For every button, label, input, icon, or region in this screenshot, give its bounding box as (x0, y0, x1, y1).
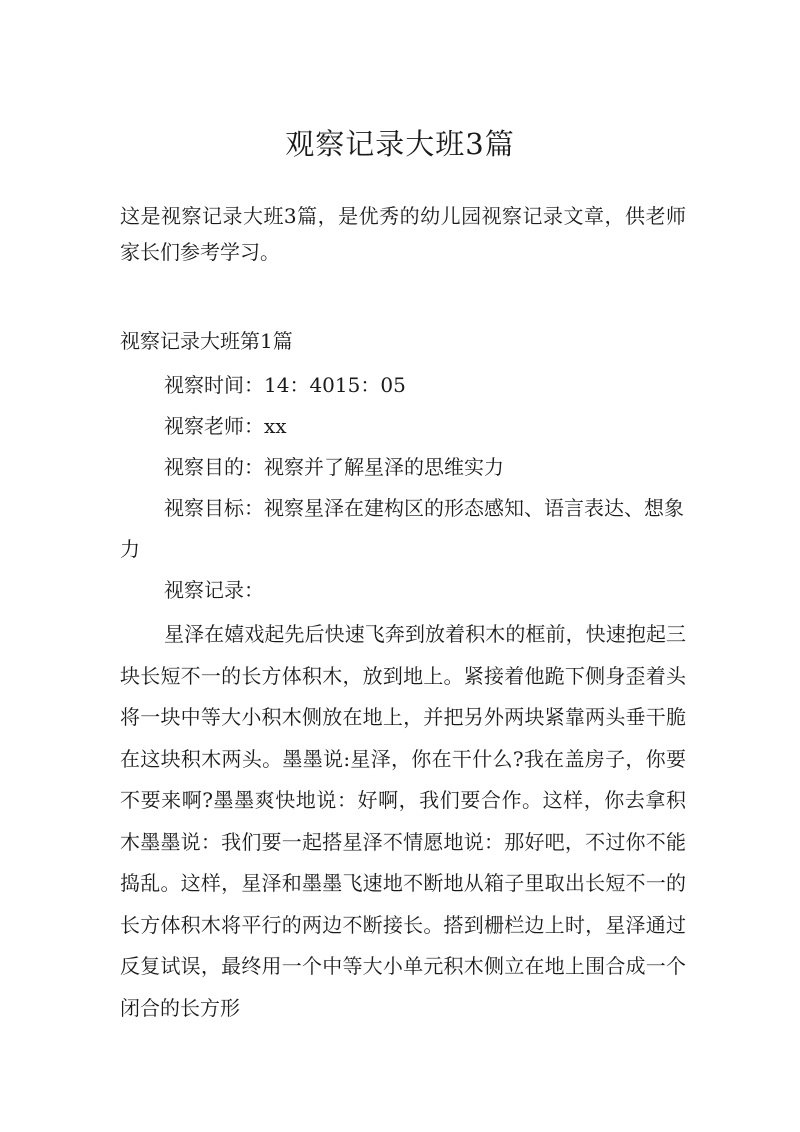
observation-meta (120, 365, 686, 611)
observation-teacher: 视察老师：xx (164, 414, 287, 438)
document-title: 观察记录大班3篇 (285, 127, 515, 161)
observation-purpose: 视察目的：视察并了解星泽的思维实力 (164, 455, 504, 479)
section-heading: 视察记录大班第1篇 (120, 329, 293, 353)
observation-body: 星泽在嬉戏起先后快速飞奔到放着积木的框前，快速抱起三块长短不一的长方体积木，放到地上。紧接着他跪下侧身歪着头将一块中等大小积木侧放在地上，并把另外两块紧靠两头垂干脆在这块积木两头。墨墨说:星泽，你在干什么?我在盖房子，你要不要来啊?墨墨爽快地说：好啊，我们要合作。这样，你去拿积木墨墨说：我们要一起搭星泽不情愿地说：那好吧，不过你不能捣乱。这样，星泽和墨墨飞速地不断地从箱子里取出长短不一的长方体积木将平行的两边不断接长。搭到栅栏边上时，星泽通过反复试误，最终用一个中等大小单元积木侧立在地上围合成一个闭合的长方形 (120, 622, 686, 1020)
observation-record-label: 视察记录： (164, 578, 264, 602)
observation-time: 视察时间：14：4015：05 (164, 373, 406, 397)
observation-goal: 视察目标：视察星泽在建构区的形态感知、语言表达、想象力 (120, 496, 684, 561)
intro-paragraph: 这是视察记录大班3篇，是优秀的幼儿园视察记录文章，供老师家长们参考学习。 (120, 204, 686, 264)
